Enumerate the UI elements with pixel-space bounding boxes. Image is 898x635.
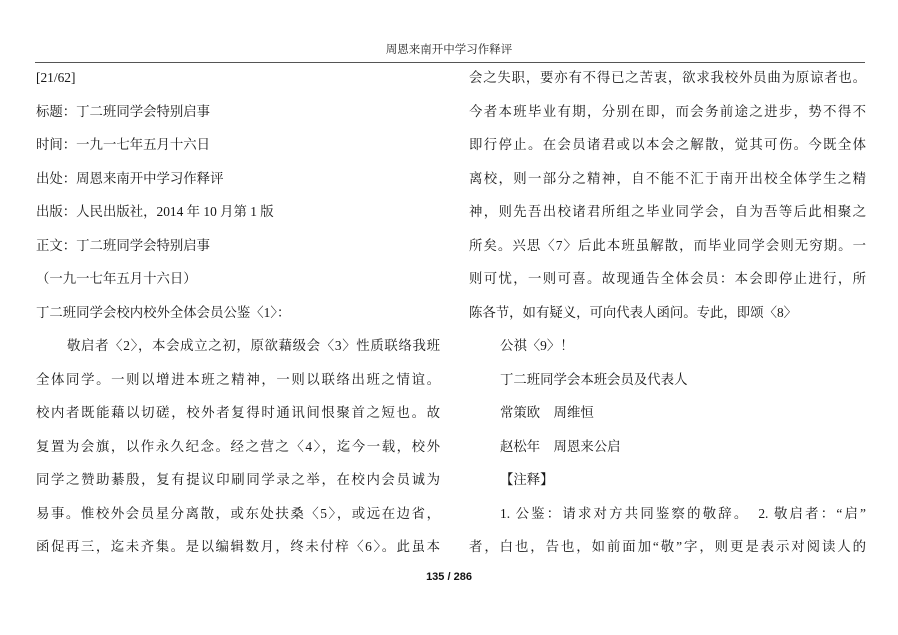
body-line: 陈各节，如有疑义，可向代表人函问。专此，即颂〈8〉 — [469, 304, 798, 320]
body-line: 复置为会旗，以作永久纪念。经之营之〈4〉，迄今一载，校外 — [36, 438, 440, 454]
record-title: 标题：丁二班同学会特别启事 — [36, 103, 211, 119]
body-line: 今者本班毕业有期，分别在即，而会务前途之进步，势不得不 — [469, 103, 866, 119]
note-line: 1. 公鉴：请求对方共同鉴察的敬辞。 2. 敬启者：“启” — [500, 505, 866, 521]
running-header: 周恩来南开中学习作释评 — [385, 44, 513, 56]
body-line: 敬启者〈2〉，本会成立之初，原欲藉级会〈3〉性质联络我班 — [67, 338, 440, 353]
letter-date: （一九一七年五月十六日） — [36, 271, 197, 286]
signature-line: 赵松年 周恩来公启 — [500, 438, 621, 454]
notes-heading: 【注释】 — [500, 472, 554, 487]
body-line: 函促再三，迄未齐集。是以编辑数月，终未付梓〈6〉。此虽本 — [36, 539, 440, 554]
record-index: [21/62] — [36, 70, 76, 85]
page-indicator: 135 / 286 — [426, 571, 472, 583]
body-line: 全体同学。一则以增进本班之精神，一则以联络出班之情谊。 — [36, 371, 440, 387]
body-line: 会之失职，要亦有不得已之苦衷，欲求我校外员曲为原谅者也。 — [469, 70, 866, 85]
body-line: 易事。惟校外会员星分离散，或东处扶桑〈5〉，或远在边省， — [36, 505, 440, 521]
note-line: 者，白也，告也，如前面加“敬”字，则更是表示对阅读人的 — [469, 539, 866, 554]
body-line: 神，则先吾出校诸君所组之毕业同学会，自为吾等后此相聚之 — [469, 204, 866, 219]
signature-line: 常策欧 周维恒 — [500, 405, 594, 420]
text-heading: 正文：丁二班同学会特别启事 — [36, 237, 211, 253]
body-line: 即行停止。在会员诸君或以本会之解散，觉其可伤。今既全体 — [469, 137, 866, 152]
body-line: 校内者既能藉以切磋，校外者复得时通讯间恨聚首之短也。故 — [36, 405, 440, 420]
left-column — [36, 61, 440, 564]
record-time: 时间：一九一七年五月十六日 — [36, 137, 211, 152]
body-line: 所矣。兴思〈7〉后此本班虽解散，而毕业同学会则无穷期。一 — [469, 237, 866, 253]
record-publication: 出版：人民出版社，2014 年 10 月第 1 版 — [36, 204, 274, 219]
body-line: 同学之赞助綦殷，复有提议印刷同学录之举，在校内会员诚为 — [36, 472, 440, 487]
letter-closing: 公祺〈9〉！ — [500, 338, 574, 353]
body-line: 离校，则一部分之精神，自不能不汇于南开出校全体学生之精 — [469, 170, 866, 186]
letter-salutation: 丁二班同学会校内校外全体会员公鉴〈1〉： — [36, 304, 291, 320]
body-line: 则可忧，一则可喜。故现通告全体会员：本会即停止进行，所 — [469, 271, 866, 286]
signatories-line: 丁二班同学会本班会员及代表人 — [500, 371, 688, 387]
record-source: 出处：周恩来南开中学习作释评 — [36, 170, 224, 186]
right-column — [469, 61, 866, 564]
